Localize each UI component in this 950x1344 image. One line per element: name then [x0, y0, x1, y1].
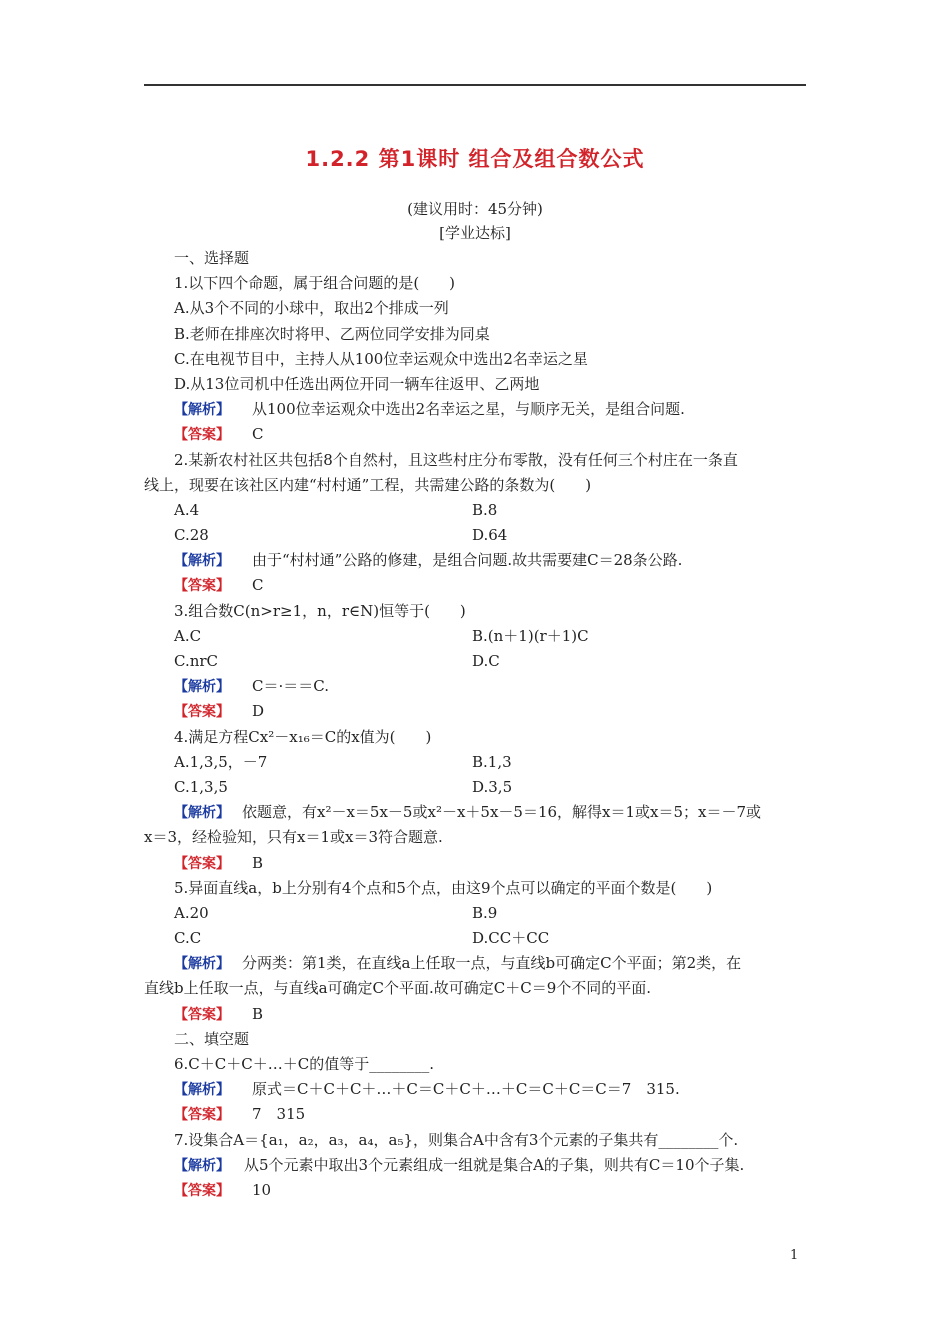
- answer-tag: 【答案】: [174, 427, 230, 444]
- q2-answer: [144, 573, 808, 598]
- q5-option-d: D.CC＋CC: [472, 929, 550, 948]
- page-number: 1: [790, 1248, 799, 1263]
- q1-option-d: D.从13位司机中任选出两位开同一辆车往返甲、乙两地: [174, 374, 540, 393]
- q5-analysis-line2: 直线b上任取一点，与直线a可确定C个平面.故可确定C＋C＝9个不同的平面.: [144, 979, 652, 998]
- q4-answer: [144, 851, 808, 876]
- q3-analysis: [144, 674, 808, 699]
- q4-option-c: C.1,3,5: [174, 777, 228, 796]
- part2-heading: 二、填空题: [174, 1029, 250, 1048]
- q1-option-c: C.在电视节目中，主持人从100位幸运观众中选出2名幸运之星: [174, 349, 588, 368]
- analysis-tag: 【解析】: [174, 402, 230, 419]
- q2-options-row2: [144, 523, 808, 548]
- analysis-tag: 【解析】: [174, 679, 230, 696]
- q1-stem: 1.以下四个命题，属于组合问题的是( ): [174, 274, 456, 293]
- exercise-content: [144, 246, 808, 1203]
- q6-answer-value: 7 315: [252, 1105, 306, 1124]
- q1-answer-value: C: [252, 425, 264, 444]
- q4-stem: 4.满足方程Cx²－x₁₆＝C的x值为( ): [174, 727, 432, 746]
- q1-analysis-text: 从100位幸运观众中选出2名幸运之星，与顺序无关，是组合问题.: [252, 400, 685, 419]
- analysis-tag: 【解析】: [174, 1157, 230, 1174]
- answer-tag: 【答案】: [174, 704, 230, 721]
- q2-options-row1: [144, 498, 808, 523]
- q7-analysis: [144, 1153, 808, 1178]
- q2-option-b: B.8: [472, 500, 498, 519]
- q6-answer: [144, 1102, 808, 1127]
- q4-analysis-text: 依题意，有x²－x＝5x－5或x²－x＋5x－5＝16，解得x＝1或x＝5；x＝－7或: [242, 803, 762, 822]
- q5-analysis-text: 分两类：第1类，在直线a上任取一点，与直线b可确定C个平面；第2类，在: [242, 954, 742, 973]
- q2-stem-line1: 2.某新农村社区共包括8个自然村，且这些村庄分布零散，没有任何三个村庄在一条直: [174, 450, 738, 469]
- q6-analysis: [144, 1077, 808, 1102]
- q7-answer: [144, 1178, 808, 1203]
- q7-answer-value: 10: [252, 1180, 272, 1199]
- analysis-tag: 【解析】: [174, 553, 230, 570]
- answer-tag: 【答案】: [174, 578, 230, 595]
- q3-answer-value: D: [252, 702, 265, 721]
- answer-tag: 【答案】: [174, 1182, 230, 1199]
- q4-analysis-line1: [144, 800, 808, 825]
- q3-option-c: C.nrC: [174, 652, 219, 670]
- q4-option-a: A.1,3,5，－7: [174, 752, 268, 771]
- q1-answer: [144, 422, 808, 447]
- q3-option-b: B.(n＋1)(r＋1)C: [472, 626, 589, 645]
- q1-option-a: A.从3个不同的小球中，取出2个排成一列: [174, 299, 449, 318]
- q3-analysis-text: C＝·＝＝C.: [252, 677, 329, 696]
- q4-options-row2: [144, 775, 808, 800]
- analysis-tag: 【解析】: [174, 956, 230, 973]
- q4-analysis-line2: x＝3，经检验知，只有x＝1或x＝3符合题意.: [144, 828, 443, 847]
- q6-stem: 6.C＋C＋C＋…＋C的值等于________.: [174, 1055, 434, 1073]
- analysis-tag: 【解析】: [174, 805, 230, 822]
- q5-option-a: A.20: [174, 903, 209, 922]
- q4-option-b: B.1,3: [472, 752, 512, 771]
- section-tag: [学业达标]: [439, 224, 511, 242]
- q3-options-row2: [144, 649, 808, 674]
- answer-tag: 【答案】: [174, 855, 230, 872]
- q3-answer: [144, 699, 808, 724]
- q4-answer-value: B: [252, 853, 264, 872]
- q3-option-a: A.C: [174, 626, 202, 645]
- answer-tag: 【答案】: [174, 1107, 230, 1124]
- q3-options-row1: [144, 624, 808, 649]
- q5-options-row2: [144, 926, 808, 951]
- q2-stem-line2: 线上，现要在该社区内建“村村通”工程，共需建公路的条数为( ): [144, 475, 592, 494]
- q1-analysis: [144, 397, 808, 422]
- q2-option-c: C.28: [174, 526, 209, 545]
- answer-tag: 【答案】: [174, 1006, 230, 1023]
- q5-stem: 5.异面直线a，b上分别有4个点和5个点，由这9个点可以确定的平面个数是( ): [174, 878, 713, 897]
- page-title: 1.2.2 第1课时 组合及组合数公式: [305, 147, 645, 171]
- q7-analysis-text: 从5个元素中取出3个元素组成一组就是集合A的子集，则共有C＝10个子集.: [244, 1155, 745, 1174]
- header-rule: [144, 84, 806, 86]
- q2-option-d: D.64: [472, 526, 508, 545]
- q3-option-d: D.C: [472, 652, 500, 670]
- q4-options-row1: [144, 750, 808, 775]
- q4-option-d: D.3,5: [472, 777, 513, 796]
- q3-stem: 3.组合数C(n>r≥1，n，r∈N)恒等于( ): [174, 601, 466, 620]
- q5-answer: [144, 1002, 808, 1027]
- q1-option-b: B.老师在排座次时将甲、乙两位同学安排为同桌: [174, 324, 490, 343]
- q5-option-c: C.C: [174, 929, 202, 948]
- time-note: (建议用时：45分钟): [407, 200, 543, 218]
- q7-stem: 7.设集合A＝{a₁，a₂，a₃，a₄，a₅}，则集合A中含有3个元素的子集共有________个.: [174, 1130, 739, 1149]
- q2-option-a: A.4: [174, 500, 200, 519]
- q2-analysis-text: 由于“村村通”公路的修建，是组合问题.故共需要建C＝28条公路.: [252, 551, 683, 570]
- q2-analysis: [144, 548, 808, 573]
- q5-analysis-line1: [144, 951, 808, 976]
- q5-option-b: B.9: [472, 903, 498, 922]
- part1-heading: 一、选择题: [174, 249, 250, 267]
- q6-analysis-text: 原式＝C＋C＋C＋…＋C＝C＋C＋…＋C＝C＋C＝C＝7 315.: [252, 1080, 680, 1099]
- q5-options-row1: [144, 901, 808, 926]
- q5-answer-value: B: [252, 1004, 264, 1023]
- analysis-tag: 【解析】: [174, 1082, 230, 1099]
- q2-answer-value: C: [252, 576, 264, 595]
